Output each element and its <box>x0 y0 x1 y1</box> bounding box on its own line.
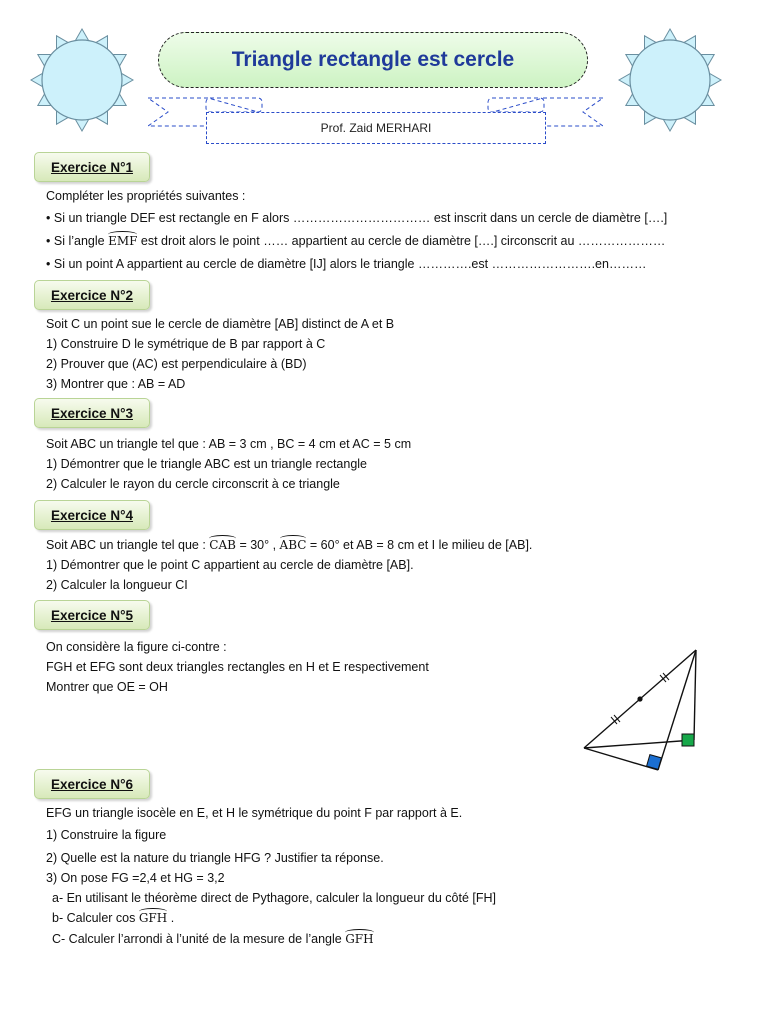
author-name: Prof. Zaid MERHARI <box>320 121 432 135</box>
exercise-5-line-2: FGH et EFG sont deux triangles rectangles en H et E respectivement <box>46 660 429 674</box>
figure-side-bottom <box>584 740 694 748</box>
exercise-4-label: Exercice N°4 <box>34 500 150 530</box>
exercise-1-intro: Compléter les propriétés suivantes : <box>46 189 246 203</box>
exercise-5-label: Exercice N°5 <box>34 600 150 630</box>
exercise-3-line-2: 1) Démontrer que le triangle ABC est un triangle rectangle <box>46 457 368 471</box>
exercise-1-item-2: • Si l’angle EMF est droit alors le point …… appartient au cercle de diamètre [….] circonscrit au ………………… <box>46 234 666 248</box>
exercise-6-line-7: C- Calculer l’arrondi à l’unité de la mesure de l’angle GFH <box>52 932 374 946</box>
exercise-6-line-6: b- Calculer cos GFH . <box>52 911 175 925</box>
page-header <box>0 0 768 150</box>
exercise-3-label: Exercice N°3 <box>34 398 150 428</box>
right-angle-mark-blue <box>647 755 662 770</box>
figure-side-right <box>694 650 696 740</box>
exercise-4-line-1: Soit ABC un triangle tel que : CAB = 30° , ABC = 60° et AB = 8 cm et I le milieu de [AB]. <box>46 538 533 552</box>
exercise-2-line-4: 3) Montrer que : AB = AD <box>46 377 186 391</box>
exercise-1-item-2-text: Si l’angle EMF est droit alors le point …… appartient au cercle de diamètre [….] circonscrit au ………………… <box>53 234 666 248</box>
exercise-2-label: Exercice N°2 <box>34 280 150 310</box>
exercise-6-label: Exercice N°6 <box>34 769 150 799</box>
exercise-4-line-2: 1) Démontrer que le point C appartient au cercle de diamètre [AB]. <box>46 558 414 572</box>
author-box <box>206 112 546 144</box>
exercise-6-line-2: 1) Construire la figure <box>46 828 167 842</box>
exercise-6-line-1: EFG un triangle isocèle en E, et H le symétrique du point F par rapport à E. <box>46 806 463 820</box>
exercise-6-line-4: 3) On pose FG =2,4 et HG = 3,2 <box>46 871 225 885</box>
exercise-1-label: Exercice N°1 <box>34 152 150 182</box>
midpoint-o <box>637 696 642 701</box>
exercise-1-item-1: • Si un triangle DEF est rectangle en F alors …………………………… est inscrit dans un cercle de diamètre [….] <box>46 211 668 225</box>
exercise-3-line-3: 2) Calculer le rayon du cercle circonscrit à ce triangle <box>46 477 340 491</box>
sun-decoration-right-icon <box>618 28 722 132</box>
page-title: Triangle rectangle est cercle <box>231 48 515 71</box>
exercise-2-line-2: 1) Construire D le symétrique de B par rapport à C <box>46 337 326 351</box>
exercise-5-line-1: On considère la figure ci-contre : <box>46 640 227 654</box>
exercise-5-figure <box>578 644 704 774</box>
exercise-2-line-3: 2) Prouver que (AC) est perpendiculaire à (BD) <box>46 357 307 371</box>
right-angle-mark-green <box>682 734 694 746</box>
exercise-3-line-1: Soit ABC un triangle tel que : AB = 3 cm , BC = 4 cm et AC = 5 cm <box>46 437 412 451</box>
sun-decoration-left-icon <box>30 28 134 132</box>
figure-side-inner <box>658 650 696 770</box>
exercise-1-item-3: • Si un point A appartient au cercle de diamètre [IJ] alors le triangle ………….est …………………….en……… <box>46 257 647 271</box>
exercise-5-line-3: Montrer que OE = OH <box>46 680 168 694</box>
exercise-6-line-3: 2) Quelle est la nature du triangle HFG ? Justifier ta réponse. <box>46 851 384 865</box>
exercise-6-line-5: a- En utilisant le théorème direct de Pythagore, calculer la longueur du côté [FH] <box>52 891 496 905</box>
exercise-2-line-1: Soit C un point sue le cercle de diamètre [AB] distinct de A et B <box>46 317 395 331</box>
exercise-4-line-3: 2) Calculer la longueur CI <box>46 578 188 592</box>
title-banner <box>158 32 588 88</box>
